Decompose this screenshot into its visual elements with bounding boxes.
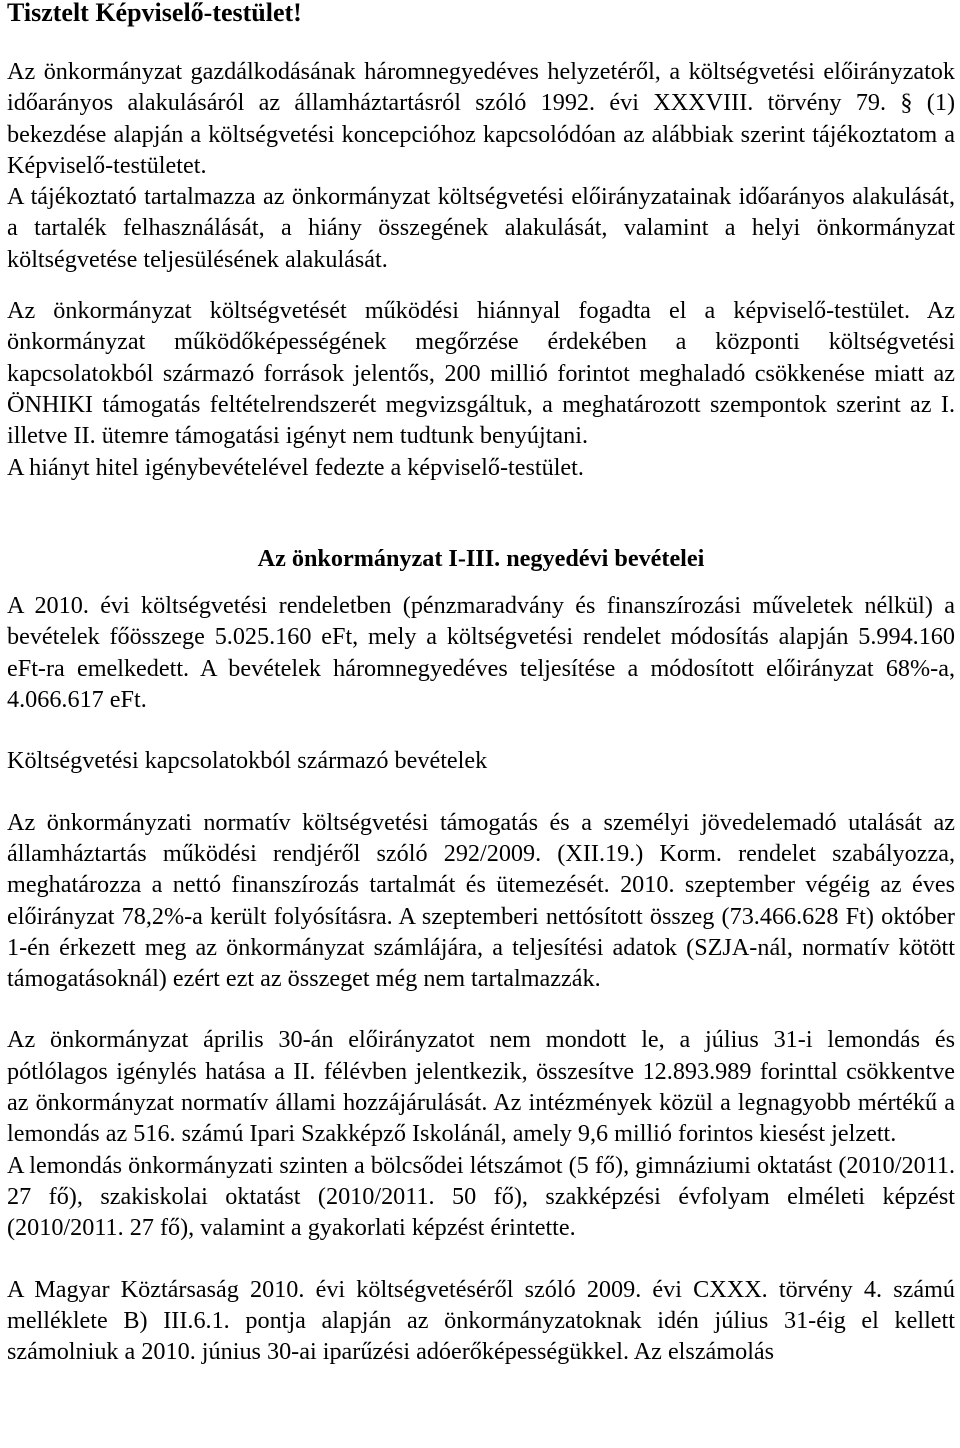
subheading-budget-relations: Költségvetési kapcsolatokból származó bevételek xyxy=(7,747,488,775)
paragraph-tax-settlement: A Magyar Köztársaság 2010. évi költségvetéséről szóló 2009. évi CXXX. törvény 4. számú melléklete B) III.6.1. pontja alapján az önkormányzatoknak idén július 31-éig el kellett számolniuk a 2010. június 30-ai iparűzési adóerőképességükkel. Az elszámolás xyxy=(7,1275,955,1366)
paragraph-scope: A tájékoztató tartalmazza az önkormányzat költségvetési előirányzatainak időarányos alakulását, a tartalék felhasználását, a hiány összegének alakulását, valamint a helyi önkormányzat költségvetése teljesülésének alakulását. xyxy=(7,183,955,273)
paragraph-intro: Az önkormányzat gazdálkodásának háromnegyedéves helyzetéről, a költségvetési előirányzatok időarányos alakulásáról az államháztartásról szóló 1992. évi XXXVIII. törvény 79. § (1) bekezdése alapján a költségvetési koncepcióhoz kapcsolódóan az alábbiak szerint tájékoztatom a Képviselő-testületet. xyxy=(7,58,955,179)
paragraph-relinquishment: Az önkormányzat április 30-án előirányzatot nem mondott le, a július 31-i lemondás és pótlólagos igénylés hatása a II. félévben jelentkezik, összesítve 12.893.989 forinttal csökkentve az önkormányzat normatív állami hozzájárulását. Az intézmények közül a legnagyobb mértékű a lemondás az 516. számú Ipari Szakképző Iskolánál, amely 9,6 millió forintos kiesést jelzett. xyxy=(7,1026,955,1148)
section-title-revenues: Az önkormányzat I-III. negyedévi bevételei xyxy=(257,544,705,572)
document-page xyxy=(7,0,955,1367)
paragraph-loan: A hiányt hitel igénybevételével fedezte a képviselő-testület. xyxy=(7,453,584,481)
document-heading: Tisztelt Képviselő-testület! xyxy=(7,0,302,27)
paragraph-revenue-totals: A 2010. évi költségvetési rendeletben (pénzmaradvány és finanszírozási műveletek nélkül) a bevételek főösszege 5.025.160 eFt, mely a költségvetési rendelet módosítás alapján 5.994.160 eFt-ra emelkedett. A bevételek háromnegyedéves teljesítése a módosított előirányzat 68%-a, 4.066.617 eFt. xyxy=(7,592,955,714)
paragraph-relinquishment-scope: A lemondás önkormányzati szinten a bölcsődei létszámot (5 fő), gimnáziumi oktatást (2010/2011. 27 fő), szakiskolai oktatást (2010/2011. 50 fő), szakképzési évfolyam elméleti képzést (2010/2011. 27 fő), valamint a gyakorlati képzést érintette. xyxy=(7,1151,955,1242)
paragraph-deficit: Az önkormányzat költségvetését működési hiánnyal fogadta el a képviselő-testület. Az önkormányzat működőképességének megőrzése érdekében a központi költségvetési kapcsolatokból származó források jelentős, 200 millió forintot meghaladó csökkenése miatt az ÖNHIKI támogatás feltételrendszerét megvizsgáltuk, a meghatározott szempontok szerint az I. illetve II. ütemre támogatási igényt nem tudtunk benyújtani. xyxy=(7,297,955,450)
paragraph-normative-support: Az önkormányzati normatív költségvetési támogatás és a személyi jövedelemadó utalását az államháztartás működési rendjéről szóló 292/2009. (XII.19.) Korm. rendelet szabályozza, meghatározza a nettó finanszírozás tartalmát és ütemezését. 2010. szeptember végéig az éves előirányzat 78,2%-a került folyósításra. A szeptemberi nettósított összeg (73.466.628 Ft) október 1-én érkezett meg az önkormányzat számlájára, a teljesítési adatok (SZJA-nál, normatív kötött támogatásoknál) ezért ezt az összeget még nem tartalmazzák. xyxy=(7,808,955,993)
